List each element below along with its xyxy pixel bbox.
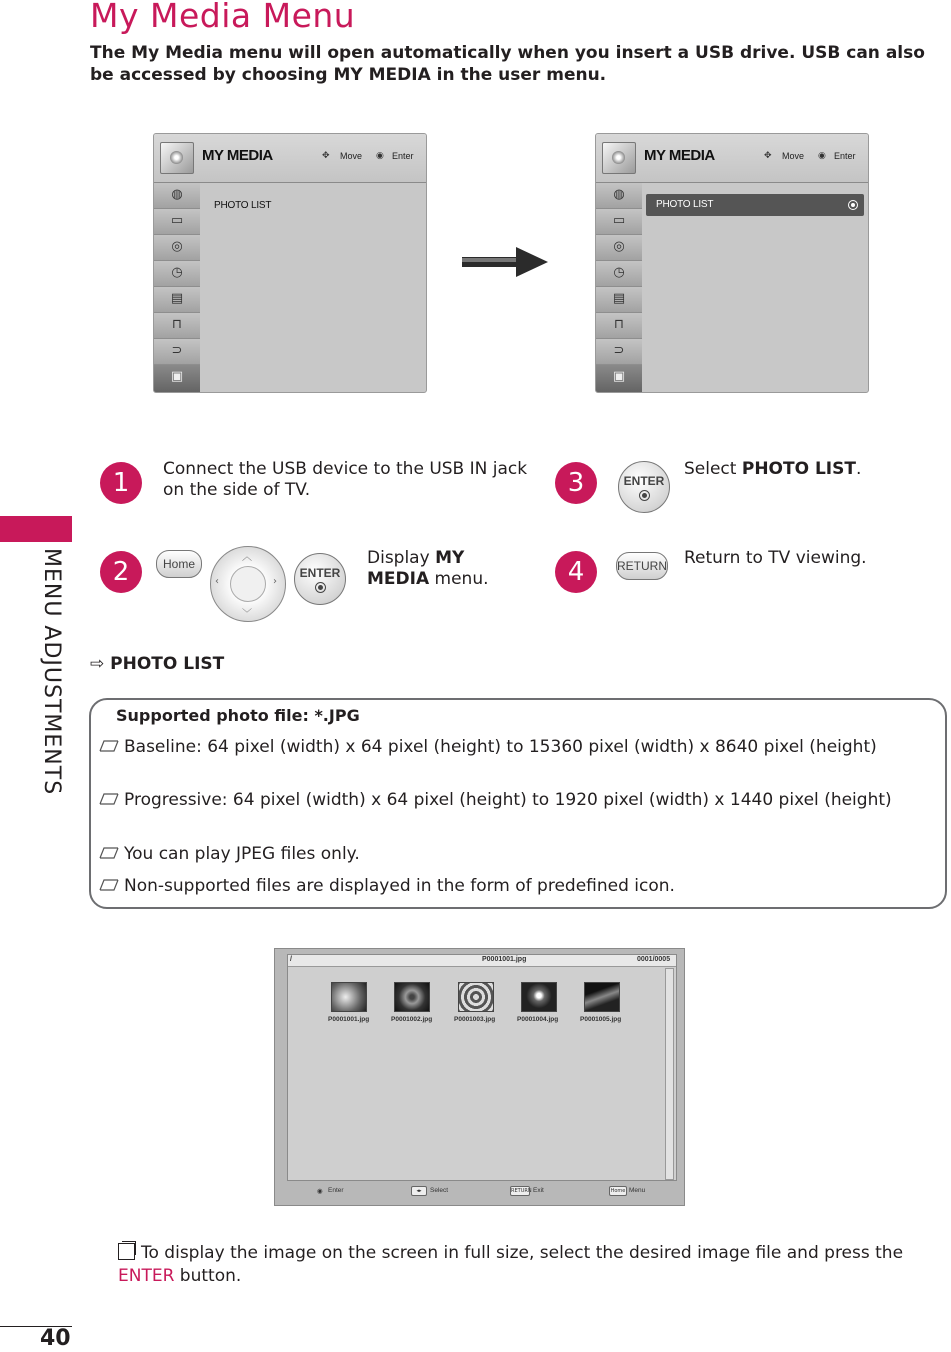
menu-side-icons <box>154 183 200 392</box>
menu-title: MY MEDIA <box>644 147 715 164</box>
photo-thumbnail[interactable] <box>521 982 557 1012</box>
enter-icon: ◉ <box>317 1188 323 1195</box>
enter-button-label: ENTER <box>299 566 341 580</box>
page-title: My Media Menu <box>90 0 356 35</box>
note-icon <box>98 791 120 805</box>
photo-list-screen <box>274 948 685 1206</box>
toolbox-icon[interactable]: ▤ <box>154 287 200 313</box>
photo-thumbnail[interactable] <box>584 982 620 1012</box>
select-arrows-icon: ◂▸ <box>411 1186 427 1196</box>
enter-button[interactable] <box>294 553 346 605</box>
scrollbar[interactable] <box>665 968 674 1180</box>
side-label: MENU ADJUSTMENTS <box>39 548 64 796</box>
home-button[interactable]: Home <box>156 550 202 578</box>
speaker-icon[interactable]: ◎ <box>596 235 642 261</box>
note-2: Progressive: 64 pixel (width) x 64 pixel (height) to 1920 pixel (width) x 1440 pixel (height) <box>98 790 928 811</box>
dpad-center[interactable] <box>230 566 266 602</box>
step-3-text: Select PHOTO LIST. <box>684 459 862 479</box>
chevron-down-icon[interactable]: ﹀ <box>242 609 252 620</box>
lock-icon[interactable]: ⊓ <box>596 313 642 339</box>
note-4: Non-supported files are displayed in the form of predefined icon. <box>98 876 928 897</box>
move-icon: ✥ <box>322 151 330 161</box>
step-1-badge: 1 <box>100 462 142 504</box>
footer-menu: Menu <box>629 1187 646 1194</box>
checkbox-icon <box>118 1243 135 1260</box>
my-media-menu-before <box>153 133 427 393</box>
photo-icon <box>160 142 194 174</box>
step-3-badge: 3 <box>555 462 597 504</box>
satellite-icon[interactable]: ◍ <box>596 183 642 209</box>
menu-header <box>596 134 868 183</box>
note-icon <box>98 845 120 859</box>
photo-list-item[interactable]: PHOTO LIST <box>214 200 272 211</box>
step-2-text: Display MY MEDIA menu. <box>367 548 489 589</box>
arrow-outline-icon: ⇨ <box>90 654 105 674</box>
chevron-left-icon[interactable]: ‹ <box>215 576 219 587</box>
file-name: P0001004.jpg <box>517 1016 559 1023</box>
photo-icon[interactable]: ▣ <box>154 365 200 393</box>
enter-button[interactable] <box>618 461 670 513</box>
home-chip: Home <box>610 1188 626 1194</box>
step-1-text: Connect the USB device to the USB IN jack on the side of TV. <box>163 459 528 500</box>
enter-icon: ◉ <box>818 151 826 161</box>
note-icon <box>98 877 120 891</box>
hint-move: Move <box>782 151 805 161</box>
tv-icon[interactable]: ▭ <box>154 209 200 235</box>
menu-header <box>154 134 426 183</box>
hint-move: Move <box>340 151 363 161</box>
footer-select: Select <box>430 1187 449 1194</box>
speaker-icon[interactable]: ◎ <box>154 235 200 261</box>
file-name: P0001005.jpg <box>580 1016 622 1023</box>
photo-thumbnail[interactable] <box>394 982 430 1012</box>
file-counter: 0001/0005 <box>637 956 671 963</box>
enter-icon <box>639 490 650 501</box>
chevron-right-icon[interactable]: › <box>273 576 277 587</box>
photo-list-label: PHOTO LIST <box>656 199 714 210</box>
return-button[interactable]: RETURN <box>616 552 668 580</box>
file-name: P0001001.jpg <box>328 1016 370 1023</box>
section-heading: ⇨ PHOTO LIST <box>90 654 225 674</box>
step-2-badge: 2 <box>100 551 142 593</box>
arrow-right-icon <box>462 245 550 279</box>
photo-list-panel <box>287 954 677 1181</box>
photo-thumbnail[interactable] <box>331 982 367 1012</box>
section-tab-marker <box>0 516 72 542</box>
photo-icon <box>602 142 636 174</box>
direction-pad[interactable] <box>210 546 286 622</box>
clock-icon[interactable]: ◷ <box>596 261 642 287</box>
enter-button-label: ENTER <box>623 474 665 488</box>
step-4-badge: 4 <box>555 551 597 593</box>
current-file: P0001001.jpg <box>482 956 527 963</box>
note-icon <box>98 738 120 752</box>
note-1: Baseline: 64 pixel (width) x 64 pixel (height) to 15360 pixel (width) x 8640 pixel (height) <box>98 737 928 758</box>
enter-icon: ◉ <box>376 151 384 161</box>
footer-enter: Enter <box>328 1187 344 1194</box>
photo-list-item-selected[interactable] <box>646 194 864 216</box>
intro-text: The My Media menu will open automatically when you insert a USB drive. USB can also be accessed by choosing MY MEDIA in the user menu. <box>90 43 925 85</box>
page-number: 40 <box>40 1326 71 1351</box>
satellite-icon[interactable]: ◍ <box>154 183 200 209</box>
toolbox-icon[interactable]: ▤ <box>596 287 642 313</box>
hint-enter: Enter <box>392 151 414 161</box>
move-icon: ✥ <box>764 151 772 161</box>
usb-icon[interactable]: ⊃ <box>596 339 642 365</box>
tv-icon[interactable]: ▭ <box>596 209 642 235</box>
supported-title: Supported photo file: *.JPG <box>116 706 360 725</box>
photo-icon[interactable]: ▣ <box>596 365 642 393</box>
menu-side-icons <box>596 183 642 392</box>
my-media-menu-after <box>595 133 869 393</box>
hint-enter: Enter <box>834 151 856 161</box>
photo-list-titlebar <box>288 955 676 967</box>
file-name: P0001003.jpg <box>454 1016 496 1023</box>
lock-icon[interactable]: ⊓ <box>154 313 200 339</box>
note-3: You can play JPEG files only. <box>98 844 928 865</box>
step-4-text: Return to TV viewing. <box>684 548 867 568</box>
chevron-up-icon[interactable]: ︿ <box>242 552 252 563</box>
footer-exit: Exit <box>533 1187 544 1194</box>
file-name: P0001002.jpg <box>391 1016 433 1023</box>
clock-icon[interactable]: ◷ <box>154 261 200 287</box>
enter-icon <box>315 582 326 593</box>
menu-title: MY MEDIA <box>202 147 273 164</box>
usb-icon[interactable]: ⊃ <box>154 339 200 365</box>
enter-icon <box>848 200 858 210</box>
path-label: / <box>290 956 292 963</box>
final-note: To display the image on the screen in full size, select the desired image file and press the ENTER button. <box>118 1243 904 1286</box>
return-chip: RETURN <box>511 1188 532 1194</box>
photo-thumbnail[interactable] <box>458 982 494 1012</box>
